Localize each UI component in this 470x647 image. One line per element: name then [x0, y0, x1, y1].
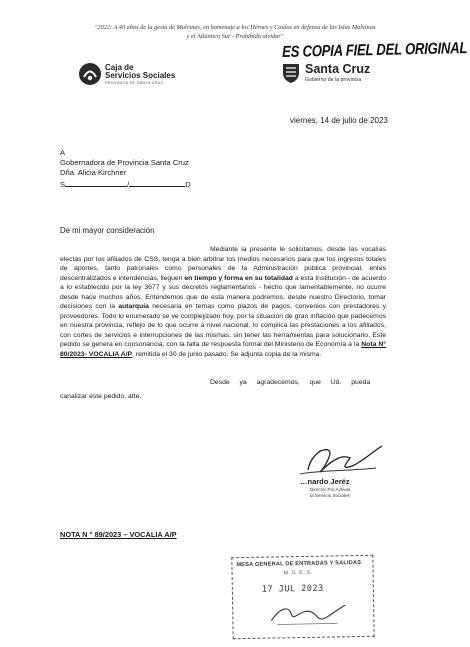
recipient-line-2: Dña. Alicia Kirchner	[60, 168, 127, 177]
body-bold-2: autarquía	[118, 303, 149, 310]
gov-subtitle: Gobierno de la provincia	[305, 77, 362, 83]
css-emblem-icon	[78, 62, 102, 86]
header-motto	[40, 23, 430, 41]
body-text-2: a esta Institución - de acuerdo a lo establecido por la ley 3677 y sus decretos reglamentarios - hecho que lamentablemente, no ocurre desde hace muchos años. Entendemos que de esta manera podremos, desde nuestro Directorio, tomar decisiones con la	[60, 274, 386, 310]
stamp-title: MESA GENERAL DE ENTRADAS Y SALIDAS	[236, 559, 362, 569]
stamp-code: M.G.E.S.	[283, 569, 314, 577]
reception-stamp	[231, 555, 374, 639]
sd-sep: /	[127, 180, 130, 189]
santa-cruz-shield-icon	[281, 62, 301, 84]
handwritten-signature	[280, 440, 390, 480]
org-name-line-3: PROVINCIA DE SANTA CRUZ	[105, 81, 164, 85]
org-name-line-2: Servicios Sociales	[105, 71, 176, 80]
stamp-date: 17 JUL 2023	[261, 583, 324, 595]
signer-title-2: la Servicio Sociales	[310, 493, 350, 498]
recipient-sd-line	[60, 179, 191, 189]
stamp-signature	[267, 599, 347, 628]
recipient-line-1: Gobernadora de Provincia Santa Cruz	[60, 158, 189, 167]
sd-s: S	[60, 180, 66, 189]
body-paragraph	[60, 245, 386, 359]
sd-blank-2	[129, 179, 185, 187]
body-text-1: Mediante la presente le solicitamos, desde las vocalías electas por los afiliados de CSS, tenga a bien arbitrar los medios necesarios para que los ingresos totales de aportes, tanto patronales como personales de la Administración pública provincial, entes descentralizados e intendencias, lleguen	[60, 246, 386, 282]
sd-blank-1	[65, 179, 130, 189]
motto-line-1: "2022: A 40 años de la gesta de Malvinas, en homenaje a los Héroes y Caídos en defensa de las Islas Malvinas	[94, 24, 376, 31]
motto-line-2: y el Atlántico Sur - Prohibido olvidar"	[186, 33, 284, 40]
org-name-line-1: Caja de	[105, 63, 134, 72]
closing-line-2: canalizar este pedido, atte.	[60, 392, 142, 400]
note-reference: NOTA N ° 89/2023 – VOCALIA A/P	[60, 530, 177, 539]
greeting: De mi mayor consideración	[60, 226, 155, 235]
body-text-3: necesaria en temas como plazos de pagos, convenios con prestadores y proveedores. Todo lo enumerado se ve complejizado hoy, por la situación de gran inflación que padecemos en nuestra provincia, reflejo de lo que ocurre a nivel nacional, lo complica las prestaciones a los afiliados, con cortes de servicios e interrupciones de las mismas, sin tener las herramientas para solucionarlo. Este pedido se genera en consonancia, con la falta de respuesta formal del Ministerio de Economía a la	[60, 303, 386, 348]
body-text-4: , remitida el 30 de junio pasado. Se adjunta copia de la misma.	[132, 350, 322, 358]
closing-line-1: Desde ya agradecemos, que Ud. pueda	[210, 379, 371, 386]
body-bold-3: Nota N° 80/2023- VOCALIA A/P	[60, 341, 387, 358]
css-logo	[78, 60, 198, 90]
gov-name: Santa Cruz	[305, 62, 371, 76]
signer-name: …nardo Jeréz	[300, 477, 350, 486]
letter-date: viernes, 14 de julio de 2023	[290, 116, 388, 125]
closing	[60, 378, 386, 401]
certified-copy-stamp: ES COPIA FIEL DEL ORIGINAL	[282, 40, 468, 61]
signer-title-1: Director Por Activos	[310, 487, 351, 492]
recipient-a: A	[60, 148, 66, 157]
body-bold-1: en tiempo y forma en su totalidad	[184, 274, 293, 282]
sd-d: D	[185, 180, 191, 189]
